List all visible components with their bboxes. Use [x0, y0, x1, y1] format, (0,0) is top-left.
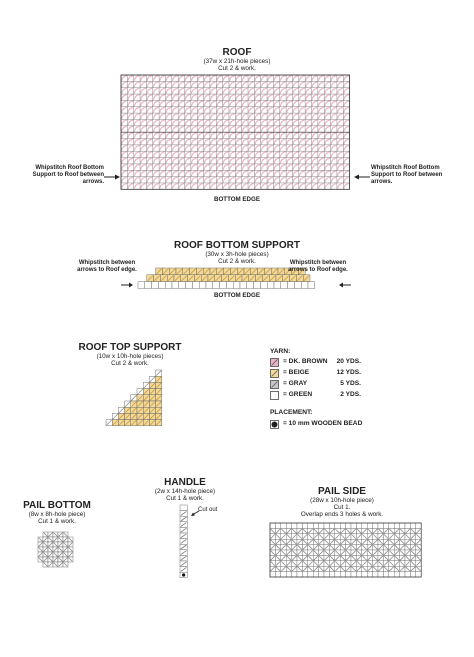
yarn-amount-gray: 5 YDS.	[340, 380, 361, 387]
roof-bottom-support-left-note: Whipstitch between arrows to Roof edge.	[77, 260, 137, 273]
rbs-right-arrow-icon	[339, 281, 351, 289]
yarn-name-gray: = GRAY	[283, 380, 308, 387]
handle-title: HANDLE	[164, 477, 206, 488]
brown-swatch-icon	[270, 358, 279, 367]
bead-icon	[270, 420, 279, 429]
roof-bottom-edge-label: BOTTOM EDGE	[214, 196, 260, 203]
yarn-name-beige: = BEIGE	[283, 369, 310, 376]
roof-left-note: Whipstitch Roof Bottom Support to Roof between arrows.	[32, 165, 104, 185]
green-swatch-icon	[270, 391, 279, 400]
rbs-left-arrow-icon	[121, 281, 133, 289]
pail-bottom-dims: (8w x 8h-hole piece)	[28, 511, 86, 518]
roof-instructions: Cut 2 & work.	[218, 65, 256, 72]
handle-instructions: Cut 1 & work.	[166, 495, 204, 502]
roof-dims: (37w x 21h-hole pieces)	[203, 58, 271, 65]
roof-right-arrow-icon	[354, 173, 370, 181]
yarn-amount-green: 2 YDS.	[340, 391, 361, 398]
roof-bottom-support-title: ROOF BOTTOM SUPPORT	[174, 240, 300, 251]
pail-bottom-instructions: Cut 1 & work.	[38, 518, 76, 525]
roof-top-support-instructions: Cut 2 & work.	[111, 360, 149, 367]
yarn-name-green: = GREEN	[283, 391, 313, 398]
roof-bottom-support-dims: (30w x 3h-hole pieces)	[205, 251, 269, 258]
roof-top-support-title: ROOF TOP SUPPORT	[78, 342, 182, 353]
roof-right-note: Whipstitch Roof Bottom Support to Roof between arrows.	[371, 165, 443, 185]
beige-swatch-icon	[270, 369, 279, 378]
yarn-heading: YARN:	[270, 348, 291, 355]
pail-side-instructions2: Overlap ends 3 holes & work.	[300, 511, 384, 518]
handle-bead-marker	[182, 573, 185, 576]
pail-side-title: PAIL SIDE	[318, 486, 366, 497]
roof-top-support-grid	[106, 370, 168, 432]
gray-swatch-icon	[270, 380, 279, 389]
roof-title: ROOF	[222, 47, 252, 58]
pail-bottom-title: PAIL BOTTOM	[23, 500, 91, 511]
placement-heading: PLACEMENT:	[270, 409, 313, 416]
placement-item: = 10 mm WOODEN BEAD	[283, 420, 363, 427]
yarn-name-brown: = DK. BROWN	[283, 358, 328, 365]
roof-top-support-dims: (10w x 10h-hole pieces)	[96, 353, 164, 360]
yarn-amount-brown: 20 YDS.	[336, 358, 361, 365]
rbs-bottom-edge-label: BOTTOM EDGE	[214, 292, 260, 299]
roof-bottom-support-instructions: Cut 2 & work.	[218, 258, 256, 265]
pail-side-grid	[270, 523, 422, 578]
roof-grid	[121, 75, 353, 193]
yarn-amount-beige: 12 YDS.	[336, 369, 361, 376]
roof-bottom-support-right-note: Whipstitch between arrows to Roof edge.	[288, 260, 348, 273]
handle-cutout-label: Cut out	[198, 507, 218, 513]
pail-side-instructions: Cut 1.	[333, 504, 351, 511]
handle-dims: (2w x 14h-hole piece)	[154, 488, 216, 495]
roof-left-arrow-icon	[104, 173, 120, 181]
pail-side-dims: (28w x 10h-hole piece)	[310, 497, 374, 504]
pail-bottom-grid	[38, 532, 78, 572]
